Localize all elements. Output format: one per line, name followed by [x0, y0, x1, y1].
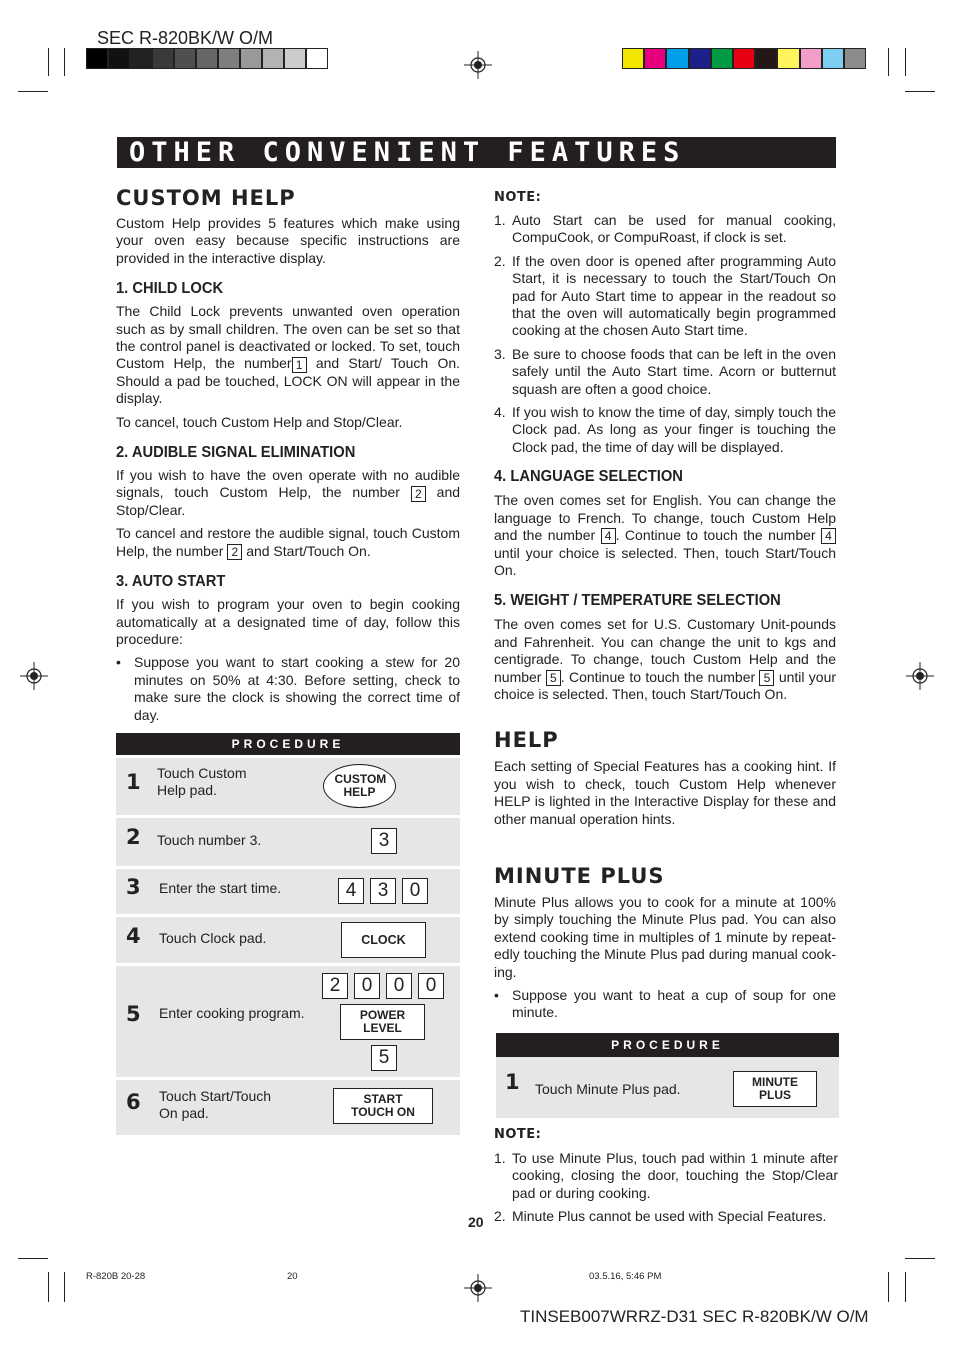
start-touch-on-pad[interactable]	[333, 1088, 433, 1124]
procedure-step	[496, 1057, 839, 1118]
step-text: Touch Custom Help pad.	[157, 765, 247, 798]
registration-target-icon	[20, 662, 48, 690]
color-swatch	[777, 48, 799, 69]
weight-text-a: The oven comes set for U.S. Customary Unit-pounds and Fahrenheit. You can change the unit to kgs and centigrade. To change, touch Custom Help and the number	[494, 616, 836, 685]
number-key-3[interactable]: 3	[370, 878, 396, 904]
crop-mark	[48, 1272, 49, 1302]
audible-cancel	[116, 525, 460, 560]
header-model: SEC R-820BK/W O/M	[97, 28, 274, 48]
step-text: Touch Clock pad.	[159, 930, 267, 946]
audible-text-b: and Stop/Clear.	[116, 484, 461, 518]
color-swatch	[711, 48, 733, 69]
crop-mark	[905, 1258, 935, 1259]
number-key-2[interactable]: 2	[322, 973, 348, 999]
color-swatch	[284, 48, 306, 69]
step-number: 3	[126, 875, 141, 899]
procedure-step	[116, 869, 460, 914]
color-swatch	[130, 48, 152, 69]
crop-mark	[905, 91, 935, 92]
child-lock-text	[116, 303, 460, 407]
help-text: Each setting of Special Features has a cooking hint. If you wish to check, touch Custom Help whenever HELP is lighted in the Interactive Display for these and other manual operation hints.	[494, 758, 836, 827]
bullet-icon: •	[116, 654, 121, 671]
note-item: 2. Minute Plus cannot be used with Special Features.	[494, 1208, 827, 1225]
banner-title: OTHER CONVENIENT FEATURES	[129, 137, 686, 168]
language-text	[494, 492, 836, 579]
note-item: 1. To use Minute Plus, touch pad within 1 minute after cooking, closing the door, touching the Stop/Clear pad or during cooking.	[494, 1150, 838, 1201]
color-swatch	[306, 48, 328, 69]
weight-text	[494, 616, 836, 703]
color-swatch	[174, 48, 196, 69]
crop-mark	[905, 1272, 906, 1302]
child-lock-text-a: The Child Lock prevents unwanted oven operation such as by small children. The oven can be set so that the control panel is deactivated or locked. To set, touch Custom Help, the number	[116, 303, 460, 372]
note-label: NOTE:	[494, 1127, 542, 1142]
number-key-0[interactable]: 0	[402, 878, 428, 904]
crop-mark	[48, 48, 49, 76]
footer-file: R-820B 20-28	[86, 1271, 146, 1282]
left-column	[116, 186, 460, 730]
pad-label: MINUTE PLUS	[752, 1075, 798, 1102]
note-label: NOTE:	[494, 190, 542, 205]
note-text: Be sure to choose foods that can be left in the oven safely until the Auto Start time. Acorn or butternut squash are often a good choice.	[512, 345, 836, 397]
procedure-step	[116, 917, 460, 963]
note-text: Minute Plus cannot be used with Special Features.	[512, 1208, 827, 1225]
custom-help-heading: CUSTOM HELP	[116, 186, 296, 210]
weight-text-c: until your choice is selected. Then, touch Start/Touch On.	[494, 668, 837, 702]
number-key-3[interactable]: 3	[371, 828, 397, 854]
procedure-header: PROCEDURE	[116, 733, 460, 755]
minute-plus-procedure	[496, 1033, 839, 1118]
crop-mark	[18, 91, 48, 92]
registration-target-icon	[464, 1274, 492, 1302]
note-text: If you wish to know the time of day, simply touch the Clock pad. As long as your finger is touching the Clock pad, the time of day will be displayed.	[512, 404, 836, 455]
step-text: Enter the start time.	[159, 880, 282, 896]
crop-mark	[64, 48, 65, 76]
audible-cancel-a: To cancel and restore the audible signal, touch Custom Help, the number	[116, 525, 460, 559]
number-key-0[interactable]: 0	[418, 973, 444, 999]
auto-start-bullet-text: Suppose you want to start cooking a stew for 20 minutes on 50% at 4:30. Before setting, check to make sure the clock is showing the correct time of day.	[134, 654, 460, 723]
crop-mark	[888, 1272, 889, 1302]
registration-target-icon	[906, 662, 934, 690]
crop-mark	[888, 48, 889, 76]
audible-text	[116, 467, 460, 519]
color-swatch	[800, 48, 822, 69]
crop-mark	[18, 1258, 48, 1259]
language-title: 4. LANGUAGE SELECTION	[494, 468, 683, 486]
bullet-icon: •	[494, 987, 499, 1003]
pad-label: START TOUCH ON	[351, 1092, 415, 1119]
clock-pad[interactable]: CLOCK	[341, 922, 426, 958]
audible-text-a: If you wish to have the oven operate with no audible signals, touch Custom Help, the number	[116, 467, 460, 501]
color-swatch	[108, 48, 130, 69]
number-key-5[interactable]: 5	[371, 1045, 397, 1071]
child-lock-text-b: and Start/ Touch On. Should a pad be touched, LOCK ON will appear in the display.	[116, 355, 461, 407]
minute-plus-note-list	[494, 1150, 838, 1226]
number-box: 4	[601, 528, 616, 544]
page-number: 20	[468, 1214, 484, 1230]
procedure-step	[116, 818, 460, 866]
weight-title: 5. WEIGHT / TEMPERATURE SELECTION	[494, 592, 781, 610]
footer-page: 20	[287, 1271, 298, 1282]
number-box: 5	[759, 670, 774, 686]
crop-mark	[905, 48, 906, 76]
color-swatch	[240, 48, 262, 69]
color-swatch	[689, 48, 711, 69]
note-text: Auto Start can be used for manual cooking, CompuCook, or CompuRoast, if clock is set.	[512, 212, 836, 246]
auto-start-bullet	[116, 654, 460, 724]
color-swatch	[733, 48, 755, 69]
procedure-header: PROCEDURE	[496, 1033, 839, 1057]
crop-mark	[64, 1272, 65, 1302]
step-text: Touch number 3.	[157, 832, 262, 848]
color-swatch	[196, 48, 218, 69]
power-level-pad[interactable]	[340, 1004, 425, 1040]
child-lock-title: 1. CHILD LOCK	[116, 280, 224, 298]
child-lock-cancel: To cancel, touch Custom Help and Stop/Clear.	[116, 413, 403, 430]
step-number: 1	[126, 770, 141, 794]
number-box: 4	[821, 528, 836, 544]
auto-start-title: 3. AUTO START	[116, 573, 226, 591]
language-text-c: until your choice is selected. Then, touch Start/Touch On.	[494, 544, 836, 578]
minute-plus-heading: MINUTE PLUS	[494, 863, 665, 888]
color-swatch	[644, 48, 666, 69]
step-number: 1	[505, 1070, 520, 1094]
note-item: 2. If the oven door is opened after programming Auto Start, it is necessary to touch the Start/Touch On pad for Auto Start time to appear in the readout so that the oven will automatically begin programmed cooking at the chosen Auto Start time.	[494, 252, 836, 339]
language-text-a: The oven comes set for English. You can change the language to French. To change, touch Custom Help and the number	[494, 492, 836, 544]
procedure-step	[116, 966, 460, 1077]
color-swatch	[622, 48, 644, 69]
number-box: 1	[292, 357, 307, 373]
number-key-0[interactable]: 0	[354, 973, 380, 999]
step-number: 6	[126, 1090, 141, 1114]
step-number: 5	[126, 1002, 141, 1026]
procedure-step	[116, 758, 460, 815]
minute-plus-notes	[494, 1127, 838, 1232]
custom-help-pad[interactable]	[323, 764, 396, 808]
footer-date: 03.5.16, 5:46 PM	[589, 1271, 662, 1282]
number-box: 2	[411, 486, 426, 502]
help-heading: HELP	[494, 728, 559, 753]
note-text: If the oven door is opened after programming Auto Start, it is necessary to touch the Start/Touch On pad for Auto Start time to appear in the readout so that the oven will automatically begin programmed cooking at the chosen Auto Start time.	[512, 252, 836, 339]
color-swatch	[666, 48, 688, 69]
number-key-0[interactable]: 0	[386, 973, 412, 999]
auto-start-text: If you wish to program your oven to begin cooking automatically at a designated time of day, follow this procedure:	[116, 596, 460, 647]
color-swatch	[822, 48, 844, 69]
minute-plus-bullet	[494, 987, 836, 1022]
note-text: To use Minute Plus, touch pad within 1 minute after cooking, closing the door, touching the Stop/Clear pad or during cooking.	[512, 1150, 838, 1201]
minute-plus-pad[interactable]	[733, 1071, 817, 1107]
weight-text-b: . Continue to touch the number	[560, 668, 756, 685]
number-key-4[interactable]: 4	[338, 878, 364, 904]
language-text-b: . Continue to touch the number	[615, 527, 816, 544]
step-text: Enter cooking program.	[159, 1005, 305, 1021]
number-box: 5	[546, 670, 561, 686]
color-swatch	[152, 48, 174, 69]
pad-label: POWER LEVEL	[359, 1008, 406, 1035]
note-item: 1. Auto Start can be used for manual cooking, CompuCook, or CompuRoast, if clock is set.	[494, 212, 836, 246]
registration-target-icon	[464, 51, 492, 79]
custom-help-intro: Custom Help provides 5 features which make using your oven easy because specific instructions are provided in the interactive display.	[116, 215, 460, 266]
step-text: Touch Minute Plus pad.	[535, 1081, 681, 1097]
auto-start-notes	[494, 212, 836, 456]
step-number: 4	[126, 924, 141, 948]
audible-title: 2. AUDIBLE SIGNAL ELIMINATION	[116, 444, 356, 462]
footer-code: TINSEB007WRRZ-D31 SEC R-820BK/W O/M	[520, 1307, 869, 1326]
step-number: 2	[126, 825, 141, 849]
minute-plus-bullet-text: Suppose you want to heat a cup of soup for one minute.	[512, 987, 836, 1021]
color-swatch	[262, 48, 284, 69]
step-text: Touch Start/Touch On pad.	[159, 1088, 272, 1121]
number-box: 2	[227, 544, 242, 560]
procedure-table	[116, 733, 460, 1135]
procedure-step	[116, 1080, 460, 1135]
color-swatch	[755, 48, 777, 69]
minute-plus-text: Minute Plus allows you to cook for a minute at 100% by simply touching the Minute Plus pad. You can also extend cooking time in multiples of 1 minute by repeat-edly touching the Minute Plus pad during manual cook-ing.	[494, 893, 836, 980]
right-column	[494, 190, 836, 1028]
note-item: 4. If you wish to know the time of day, simply touch the Clock pad. As long as your finger is touching the Clock pad, the time of day will be displayed.	[494, 404, 836, 455]
audible-cancel-b: and Start/Touch On.	[246, 542, 371, 559]
color-swatch	[86, 48, 108, 69]
section-banner	[117, 137, 836, 168]
color-swatch	[844, 48, 866, 69]
pad-label: CUSTOM HELP	[334, 772, 387, 799]
note-item: 3. Be sure to choose foods that can be left in the oven safely until the Auto Start time. Acorn or butternut squash are often a good choice.	[494, 345, 836, 397]
color-swatch	[218, 48, 240, 69]
